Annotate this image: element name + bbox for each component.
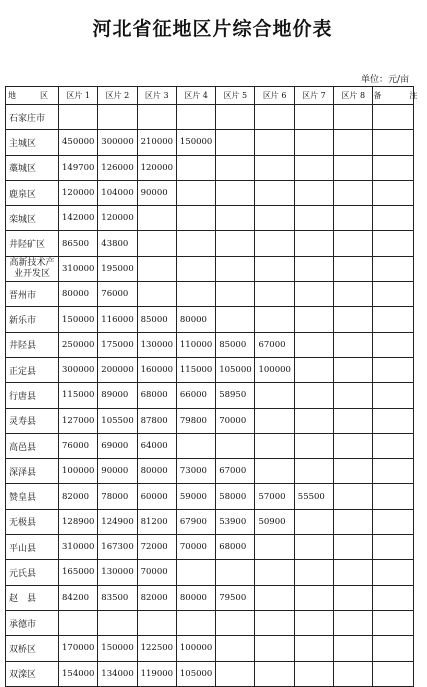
zone-6-price-cell <box>255 535 294 560</box>
zone-4-price-cell: 100000 <box>176 636 215 661</box>
zone-1-price-cell: 128900 <box>59 509 98 534</box>
remarks-cell <box>373 105 414 130</box>
zone-4-price-cell: 110000 <box>176 332 215 357</box>
zone-6-price-cell <box>255 231 294 256</box>
zone-3-price-cell: 90000 <box>137 180 176 205</box>
zone-4-price-cell: 105000 <box>176 661 215 686</box>
zone-4-price-cell: 70000 <box>176 535 215 560</box>
remarks-cell <box>373 155 414 180</box>
zone-1-price-cell: 100000 <box>59 459 98 484</box>
district-name-cell: 鹿泉区 <box>6 180 59 205</box>
column-header-district: 地 区 <box>6 87 59 105</box>
table-row <box>6 509 414 534</box>
zone-2-price-cell: 76000 <box>98 282 137 307</box>
zone-8-price-cell <box>334 433 373 458</box>
zone-7-price-cell <box>294 105 333 130</box>
zone-5-price-cell <box>216 130 255 155</box>
zone-8-price-cell <box>334 307 373 332</box>
zone-7-price-cell <box>294 307 333 332</box>
district-name-cell: 无极县 <box>6 509 59 534</box>
zone-1-price-cell <box>59 610 98 635</box>
zone-7-price-cell <box>294 155 333 180</box>
zone-7-price-cell <box>294 585 333 610</box>
district-name-cell: 平山县 <box>6 535 59 560</box>
zone-5-price-cell <box>216 636 255 661</box>
zone-4-price-cell <box>176 433 215 458</box>
district-name-cell: 灵寿县 <box>6 408 59 433</box>
zone-1-price-cell: 150000 <box>59 307 98 332</box>
zone-1-price-cell: 170000 <box>59 636 98 661</box>
zone-6-price-cell <box>255 130 294 155</box>
zone-8-price-cell <box>334 535 373 560</box>
zone-6-price-cell <box>255 180 294 205</box>
zone-5-price-cell <box>216 105 255 130</box>
table-row <box>6 332 414 357</box>
zone-1-price-cell <box>59 105 98 130</box>
zone-3-price-cell <box>137 206 176 231</box>
zone-2-price-cell: 69000 <box>98 433 137 458</box>
table-body <box>6 105 414 687</box>
zone-2-price-cell: 43800 <box>98 231 137 256</box>
zone-6-price-cell <box>255 636 294 661</box>
zone-2-price-cell: 150000 <box>98 636 137 661</box>
zone-7-price-cell <box>294 180 333 205</box>
zone-8-price-cell <box>334 180 373 205</box>
zone-5-price-cell <box>216 560 255 585</box>
zone-5-price-cell: 70000 <box>216 408 255 433</box>
zone-6-price-cell <box>255 105 294 130</box>
zone-4-price-cell: 79800 <box>176 408 215 433</box>
zone-7-price-cell <box>294 509 333 534</box>
zone-8-price-cell <box>334 206 373 231</box>
district-name-cell: 井陉矿区 <box>6 231 59 256</box>
zone-5-price-cell <box>216 231 255 256</box>
zone-2-price-cell: 195000 <box>98 256 137 281</box>
remarks-cell <box>373 661 414 686</box>
table-row <box>6 180 414 205</box>
zone-8-price-cell <box>334 383 373 408</box>
district-name-cell: 赞皇县 <box>6 484 59 509</box>
zone-1-price-cell: 154000 <box>59 661 98 686</box>
document-title: 河北省征地区片综合地价表 <box>92 18 333 40</box>
table-row <box>6 206 414 231</box>
zone-3-price-cell: 72000 <box>137 535 176 560</box>
zone-3-price-cell: 70000 <box>137 560 176 585</box>
remarks-cell <box>373 130 414 155</box>
zone-8-price-cell <box>334 484 373 509</box>
table-row <box>6 560 414 585</box>
zone-2-price-cell: 167300 <box>98 535 137 560</box>
zone-7-price-cell <box>294 282 333 307</box>
district-name-cell: 承德市 <box>6 610 59 635</box>
district-name-cell: 井陉县 <box>6 332 59 357</box>
table-row <box>6 433 414 458</box>
zone-1-price-cell: 250000 <box>59 332 98 357</box>
zone-8-price-cell <box>334 282 373 307</box>
zone-5-price-cell: 53900 <box>216 509 255 534</box>
zone-5-price-cell: 105000 <box>216 357 255 382</box>
zone-1-price-cell: 127000 <box>59 408 98 433</box>
zone-2-price-cell: 105500 <box>98 408 137 433</box>
zone-6-price-cell <box>255 383 294 408</box>
zone-2-price-cell: 90000 <box>98 459 137 484</box>
table-row <box>6 383 414 408</box>
zone-8-price-cell <box>334 610 373 635</box>
zone-7-price-cell <box>294 560 333 585</box>
zone-3-price-cell: 87800 <box>137 408 176 433</box>
zone-2-price-cell: 200000 <box>98 357 137 382</box>
table-row <box>6 535 414 560</box>
zone-8-price-cell <box>334 661 373 686</box>
district-name-cell: 双桥区 <box>6 636 59 661</box>
remarks-cell <box>373 180 414 205</box>
district-name-cell: 赵 县 <box>6 585 59 610</box>
remarks-cell <box>373 408 414 433</box>
zone-8-price-cell <box>334 105 373 130</box>
zone-7-price-cell <box>294 433 333 458</box>
remarks-cell <box>373 256 414 281</box>
zone-1-price-cell: 450000 <box>59 130 98 155</box>
zone-4-price-cell <box>176 180 215 205</box>
zone-2-price-cell: 130000 <box>98 560 137 585</box>
zone-5-price-cell <box>216 206 255 231</box>
column-header-zone-7: 区片 7 <box>294 87 333 105</box>
zone-5-price-cell <box>216 180 255 205</box>
table-row <box>6 585 414 610</box>
zone-5-price-cell: 79500 <box>216 585 255 610</box>
column-header-zone-5: 区片 5 <box>216 87 255 105</box>
district-name-cell: 深泽县 <box>6 459 59 484</box>
zone-3-price-cell: 82000 <box>137 585 176 610</box>
zone-2-price-cell: 126000 <box>98 155 137 180</box>
zone-8-price-cell <box>334 636 373 661</box>
zone-5-price-cell <box>216 256 255 281</box>
zone-8-price-cell <box>334 357 373 382</box>
zone-6-price-cell: 67000 <box>255 332 294 357</box>
district-name-cell: 晋州市 <box>6 282 59 307</box>
zone-2-price-cell: 134000 <box>98 661 137 686</box>
zone-3-price-cell <box>137 610 176 635</box>
district-name-cell: 双滦区 <box>6 661 59 686</box>
zone-1-price-cell: 149700 <box>59 155 98 180</box>
zone-3-price-cell: 60000 <box>137 484 176 509</box>
zone-5-price-cell: 85000 <box>216 332 255 357</box>
zone-5-price-cell <box>216 307 255 332</box>
zone-4-price-cell: 59000 <box>176 484 215 509</box>
zone-6-price-cell <box>255 433 294 458</box>
zone-8-price-cell <box>334 155 373 180</box>
zone-7-price-cell <box>294 383 333 408</box>
district-name-cell: 高新技术产业开发区 <box>6 256 59 281</box>
zone-4-price-cell <box>176 155 215 180</box>
zone-1-price-cell: 120000 <box>59 180 98 205</box>
zone-1-price-cell: 82000 <box>59 484 98 509</box>
table-row <box>6 307 414 332</box>
remarks-cell <box>373 357 414 382</box>
table-row <box>6 459 414 484</box>
zone-7-price-cell <box>294 408 333 433</box>
zone-3-price-cell: 122500 <box>137 636 176 661</box>
zone-6-price-cell <box>255 610 294 635</box>
zone-4-price-cell <box>176 256 215 281</box>
zone-8-price-cell <box>334 332 373 357</box>
zone-6-price-cell <box>255 661 294 686</box>
table-row <box>6 256 414 281</box>
zone-4-price-cell <box>176 282 215 307</box>
column-header-zone-2: 区片 2 <box>98 87 137 105</box>
zone-6-price-cell: 100000 <box>255 357 294 382</box>
zone-1-price-cell: 86500 <box>59 231 98 256</box>
zone-3-price-cell <box>137 282 176 307</box>
zone-2-price-cell: 83500 <box>98 585 137 610</box>
zone-7-price-cell <box>294 130 333 155</box>
zone-3-price-cell: 64000 <box>137 433 176 458</box>
table-row <box>6 105 414 130</box>
zone-6-price-cell <box>255 206 294 231</box>
zone-4-price-cell <box>176 105 215 130</box>
district-name-cell: 新乐市 <box>6 307 59 332</box>
zone-2-price-cell: 104000 <box>98 180 137 205</box>
zone-2-price-cell: 300000 <box>98 130 137 155</box>
zone-5-price-cell <box>216 610 255 635</box>
zone-7-price-cell <box>294 661 333 686</box>
district-name-cell: 行唐县 <box>6 383 59 408</box>
zone-4-price-cell <box>176 231 215 256</box>
zone-5-price-cell <box>216 282 255 307</box>
zone-5-price-cell: 58000 <box>216 484 255 509</box>
zone-8-price-cell <box>334 585 373 610</box>
zone-4-price-cell <box>176 560 215 585</box>
table-row <box>6 484 414 509</box>
table-row <box>6 357 414 382</box>
table-row <box>6 610 414 635</box>
zone-1-price-cell: 142000 <box>59 206 98 231</box>
zone-4-price-cell <box>176 206 215 231</box>
zone-8-price-cell <box>334 130 373 155</box>
remarks-cell <box>373 585 414 610</box>
zone-2-price-cell: 120000 <box>98 206 137 231</box>
zone-6-price-cell <box>255 282 294 307</box>
column-header-zone-4: 区片 4 <box>176 87 215 105</box>
table-row <box>6 408 414 433</box>
table-row <box>6 282 414 307</box>
remarks-cell <box>373 610 414 635</box>
zone-3-price-cell: 85000 <box>137 307 176 332</box>
zone-6-price-cell <box>255 408 294 433</box>
zone-2-price-cell: 124900 <box>98 509 137 534</box>
zone-4-price-cell: 150000 <box>176 130 215 155</box>
zone-7-price-cell <box>294 332 333 357</box>
zone-3-price-cell: 119000 <box>137 661 176 686</box>
zone-3-price-cell: 68000 <box>137 383 176 408</box>
zone-3-price-cell: 81200 <box>137 509 176 534</box>
zone-8-price-cell <box>334 256 373 281</box>
zone-8-price-cell <box>334 509 373 534</box>
remarks-cell <box>373 535 414 560</box>
zone-7-price-cell <box>294 206 333 231</box>
zone-6-price-cell <box>255 459 294 484</box>
zone-3-price-cell: 160000 <box>137 357 176 382</box>
zone-1-price-cell: 310000 <box>59 256 98 281</box>
table-header-row <box>6 87 414 105</box>
zone-5-price-cell <box>216 155 255 180</box>
district-name-cell: 主城区 <box>6 130 59 155</box>
remarks-cell <box>373 484 414 509</box>
zone-4-price-cell: 115000 <box>176 357 215 382</box>
zone-1-price-cell: 310000 <box>59 535 98 560</box>
zone-3-price-cell: 210000 <box>137 130 176 155</box>
column-header-zone-3: 区片 3 <box>137 87 176 105</box>
zone-4-price-cell: 66000 <box>176 383 215 408</box>
zone-7-price-cell <box>294 636 333 661</box>
remarks-cell <box>373 433 414 458</box>
zone-4-price-cell <box>176 610 215 635</box>
zone-1-price-cell: 115000 <box>59 383 98 408</box>
zone-4-price-cell: 80000 <box>176 585 215 610</box>
column-header-remarks: 备 注 <box>373 87 414 105</box>
zone-3-price-cell: 120000 <box>137 155 176 180</box>
zone-3-price-cell <box>137 256 176 281</box>
zone-6-price-cell <box>255 256 294 281</box>
zone-6-price-cell: 50900 <box>255 509 294 534</box>
zone-1-price-cell: 300000 <box>59 357 98 382</box>
district-name-cell: 栾城区 <box>6 206 59 231</box>
zone-2-price-cell: 116000 <box>98 307 137 332</box>
remarks-cell <box>373 636 414 661</box>
remarks-cell <box>373 282 414 307</box>
district-name-cell: 石家庄市 <box>6 105 59 130</box>
zone-1-price-cell: 76000 <box>59 433 98 458</box>
zone-5-price-cell <box>216 661 255 686</box>
zone-6-price-cell <box>255 585 294 610</box>
zone-6-price-cell <box>255 560 294 585</box>
zone-3-price-cell <box>137 231 176 256</box>
remarks-cell <box>373 206 414 231</box>
table-row <box>6 661 414 686</box>
zone-2-price-cell: 89000 <box>98 383 137 408</box>
zone-6-price-cell <box>255 155 294 180</box>
table-row <box>6 636 414 661</box>
zone-8-price-cell <box>334 408 373 433</box>
zone-3-price-cell <box>137 105 176 130</box>
zone-1-price-cell: 84200 <box>59 585 98 610</box>
zone-3-price-cell: 80000 <box>137 459 176 484</box>
zone-5-price-cell <box>216 433 255 458</box>
zone-7-price-cell <box>294 256 333 281</box>
remarks-cell <box>373 307 414 332</box>
district-name-cell: 正定县 <box>6 357 59 382</box>
remarks-cell <box>373 383 414 408</box>
zone-4-price-cell: 73000 <box>176 459 215 484</box>
remarks-cell <box>373 560 414 585</box>
zone-7-price-cell <box>294 231 333 256</box>
district-name-cell: 元氏县 <box>6 560 59 585</box>
land-price-table <box>5 86 427 687</box>
zone-6-price-cell <box>255 307 294 332</box>
zone-2-price-cell <box>98 105 137 130</box>
zone-2-price-cell: 78000 <box>98 484 137 509</box>
column-header-zone-1: 区片 1 <box>59 87 98 105</box>
table-row <box>6 130 414 155</box>
zone-7-price-cell <box>294 459 333 484</box>
zone-2-price-cell <box>98 610 137 635</box>
unit-label: 单位：元/亩 <box>360 75 409 85</box>
zone-1-price-cell: 80000 <box>59 282 98 307</box>
zone-7-price-cell <box>294 610 333 635</box>
column-header-zone-8: 区片 8 <box>334 87 373 105</box>
remarks-cell <box>373 509 414 534</box>
remarks-cell <box>373 332 414 357</box>
column-header-zone-6: 区片 6 <box>255 87 294 105</box>
zone-5-price-cell: 67000 <box>216 459 255 484</box>
zone-7-price-cell: 55500 <box>294 484 333 509</box>
zone-2-price-cell: 175000 <box>98 332 137 357</box>
zone-8-price-cell <box>334 459 373 484</box>
district-name-cell: 高邑县 <box>6 433 59 458</box>
table-row <box>6 231 414 256</box>
district-name-cell: 藁城区 <box>6 155 59 180</box>
zone-7-price-cell <box>294 357 333 382</box>
zone-7-price-cell <box>294 535 333 560</box>
table-row <box>6 155 414 180</box>
zone-4-price-cell: 80000 <box>176 307 215 332</box>
zone-3-price-cell: 130000 <box>137 332 176 357</box>
zone-6-price-cell: 57000 <box>255 484 294 509</box>
zone-8-price-cell <box>334 231 373 256</box>
zone-1-price-cell: 165000 <box>59 560 98 585</box>
zone-8-price-cell <box>334 560 373 585</box>
remarks-cell <box>373 459 414 484</box>
remarks-cell <box>373 231 414 256</box>
zone-5-price-cell: 58950 <box>216 383 255 408</box>
zone-4-price-cell: 67900 <box>176 509 215 534</box>
zone-5-price-cell: 68000 <box>216 535 255 560</box>
